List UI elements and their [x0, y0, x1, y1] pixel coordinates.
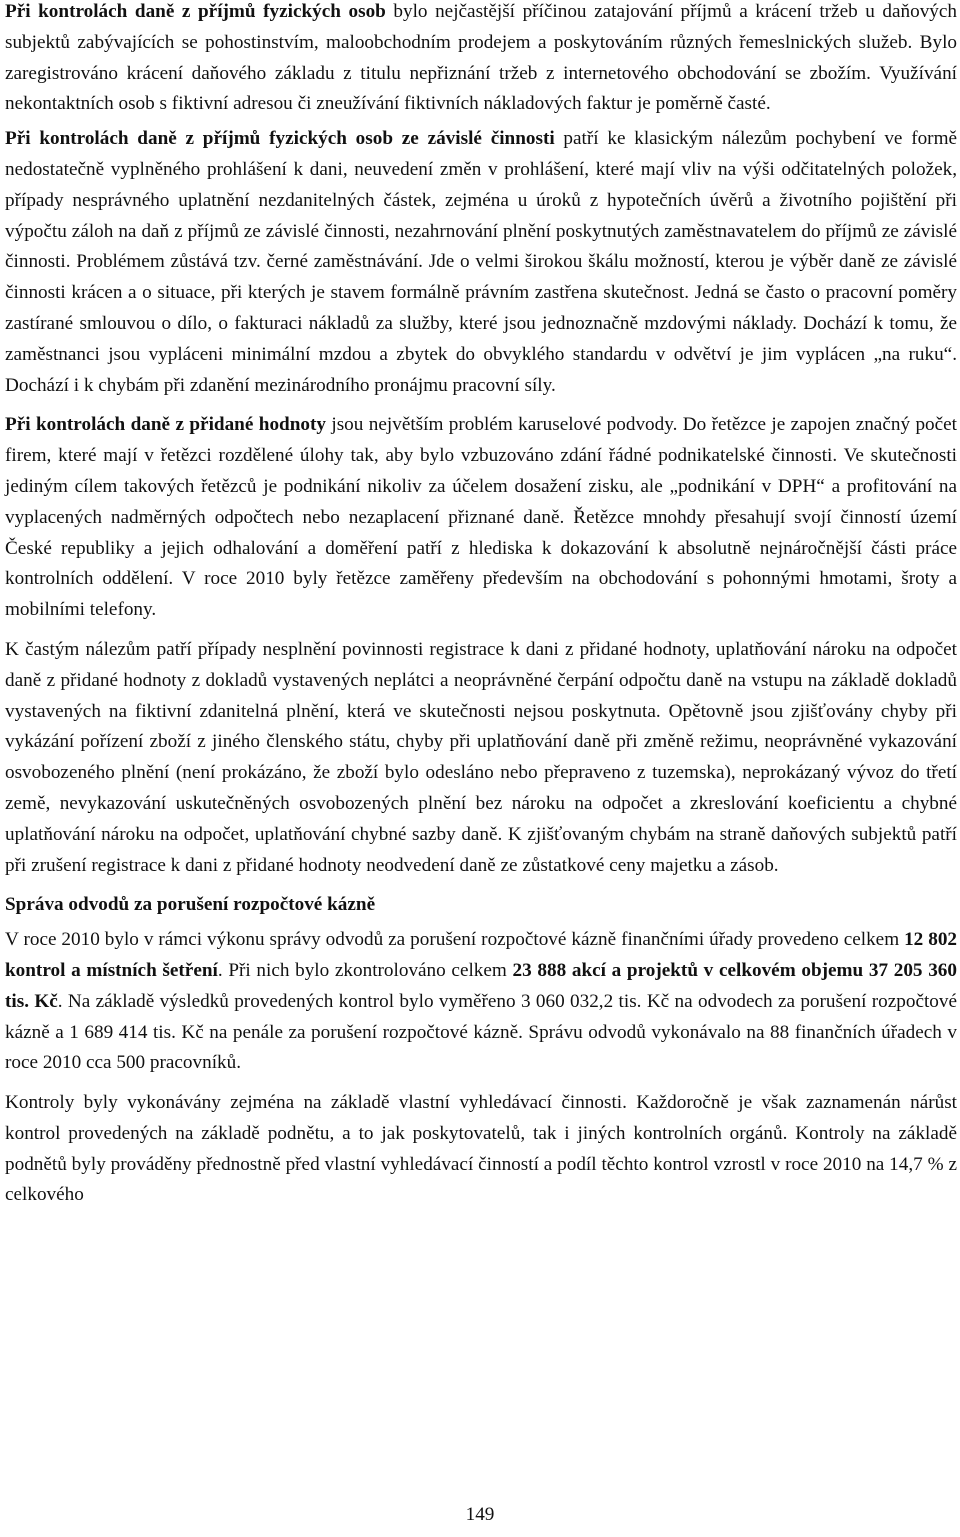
paragraph-vat-findings — [5, 635, 957, 881]
paragraph-bold-figure: 23 888 akcí a projektů v celkovém objemu 37 205 360 tis. Kč — [5, 959, 957, 1012]
paragraph-text: Kontroly byly vykonávány zejména na základě vlastní vyhledávací činnosti. Každoročně je však zaznamenán nárůst kontrol provedených na základě podnětu, a to jak poskytovatelů, tak i jiných kontrolních orgánů. Kontroly na základě podnětů byly prováděny přednostně před vlastní vyhledávací činností a podíl těchto kontrol vzrostl v roce 2010 na 14,7 % z celkového — [5, 1092, 957, 1206]
paragraph-lead: Při kontrolách daně z přidané hodnoty — [5, 414, 326, 436]
paragraph-control-initiation — [5, 1088, 957, 1211]
paragraph-budget-discipline — [5, 925, 957, 1079]
paragraph-lead: Při kontrolách daně z příjmů fyzických osob — [5, 1, 386, 22]
paragraph-text: V roce 2010 bylo v rámci výkonu správy odvodů za porušení rozpočtové kázně finančními úřady provedeno celkem — [5, 929, 905, 951]
paragraph-lead: Při kontrolách daně z příjmů fyzických osob ze závislé činnosti — [5, 128, 555, 150]
paragraph-income-tax-individuals — [5, 0, 957, 120]
paragraph-text: bylo nejčastější příčinou zatajování příjmů a krácení tržeb u daňových subjektů zabývajících se pohostinstvím, maloobchodním prodejem a poskytováním různých řemeslnických služeb. Bylo zaregistrováno krácení daňového základu z titulu nepřiznání tržeb z internetového obchodování se zbožím. Využívání nekontaktních osob s fiktivní adresou či zneužívání fiktivních nákladových faktur je poměrně časté. — [5, 1, 958, 115]
paragraph-vat-controls — [5, 410, 957, 626]
paragraph-text: . Při nich bylo zkontrolováno celkem — [217, 959, 513, 981]
paragraph-text: jsou největším problém karuselové podvody. Do řetězce je zapojen značný počet firem, které mají v řetězci rozdělené úlohy tak, aby bylo vzbuzováno zdání řádné podnikatelské činnosti. Ve skutečnosti jediným cílem takových řetězců je podnikání nikoliv za účelem dosažení zisku, ale „podnikání v DPH“ a profitování na vyplacených nadměrných odpočtech nebo nezaplacení přiznané daně. Řetězce mnohdy přesahují svojí činností území České republiky a jejich odhalování a doměření patří z hlediska k dokazování k absolutně nejnáročnější části práce kontrolních oddělení. V roce 2010 byly řetězce zaměřeny především na obchodování s pohonnými hmotami, šroty a mobilními telefony. — [5, 414, 957, 621]
paragraph-text: patří ke klasickým nálezům pochybení ve formě nedostatečně vyplněného prohlášení k dani, neuvedení změn v prohlášení, které mají vliv na výši odčitatelných položek, případy nesprávného uplatnění nezdanitelných částek, zejména u úroků z hypotečních úvěrů a životního pojištění při výpočtu záloh na daň z příjmů ze závislé činnosti, nezahrnování plnění poskytnutých zaměstnavatelem do příjmů ze závislé činnosti. Problémem zůstává tzv. černé zaměstnávání. Jde o velmi širokou škálu možností, kterou je výběr daně ze závislé činnosti krácen a o situace, při kterých je stavem formálně právním zastřena skutečnost. Jedná se často o pracovní poměry zastírané smlouvou o dílo, o fakturaci nákladů za služby, které jsou jednoznačně mzdovými náklady. Dochází k tomu, že zaměstnanci jsou vypláceni minimální mzdou a zbytek do obvyklého standardu v odvětví je jim vyplácen „na ruku“. Dochází i k chybám při zdanění mezinárodního pronájmu pracovní síly. — [5, 128, 958, 396]
document-page — [5, 0, 957, 1211]
paragraph-bold-figure: 12 802 kontrol a místních šetření — [5, 929, 958, 981]
paragraph-text: . Na základě výsledků provedených kontrol bylo vyměřeno 3 060 032,2 tis. Kč na odvodech za porušení rozpočtové kázně a 1 689 414 tis. Kč na penále za porušení rozpočtové kázně. Správu odvodů vykonávalo na 88 finančních úřadech v roce 2010 cca 500 pracovníků. — [5, 990, 957, 1074]
page-number: 149 — [465, 1504, 495, 1525]
section-heading: Správa odvodů za porušení rozpočtové kázně — [5, 894, 376, 916]
paragraph-income-tax-employment — [5, 124, 957, 401]
paragraph-text: K častým nálezům patří případy nesplnění povinnosti registrace k dani z přidané hodnoty, uplatňování nároku na odpočet daně z přidané hodnoty z dokladů vystavených neplátci a neoprávněné čerpání odpočtu daně na vstupu na základě dokladů vystavených na fiktivní zdanitelná plnění, která ve skutečnosti nejsou poskytnuta. Opětovně jsou zjišťovány chyby při vykázání pořízení zboží z jiného členského státu, chyby při uplatňování daně při změně režimu, neoprávněné vykazování osvobozeného plnění (není prokázáno, že zboží bylo odesláno nebo přepraveno z tuzemska), neprokázaný vývoz do třetí země, nevykazování uskutečněných osvobozených plnění bez nároku na odpočet a zkreslování koeficientu a chybné uplatňování nároku na odpočet, uplatňování chybné sazby daně. K zjišťovaným chybám na straně daňových subjektů patří při zrušení registrace k dani z přidané hodnoty neodvedení daně ze zůstatkové ceny majetku a zásob. — [5, 638, 957, 876]
